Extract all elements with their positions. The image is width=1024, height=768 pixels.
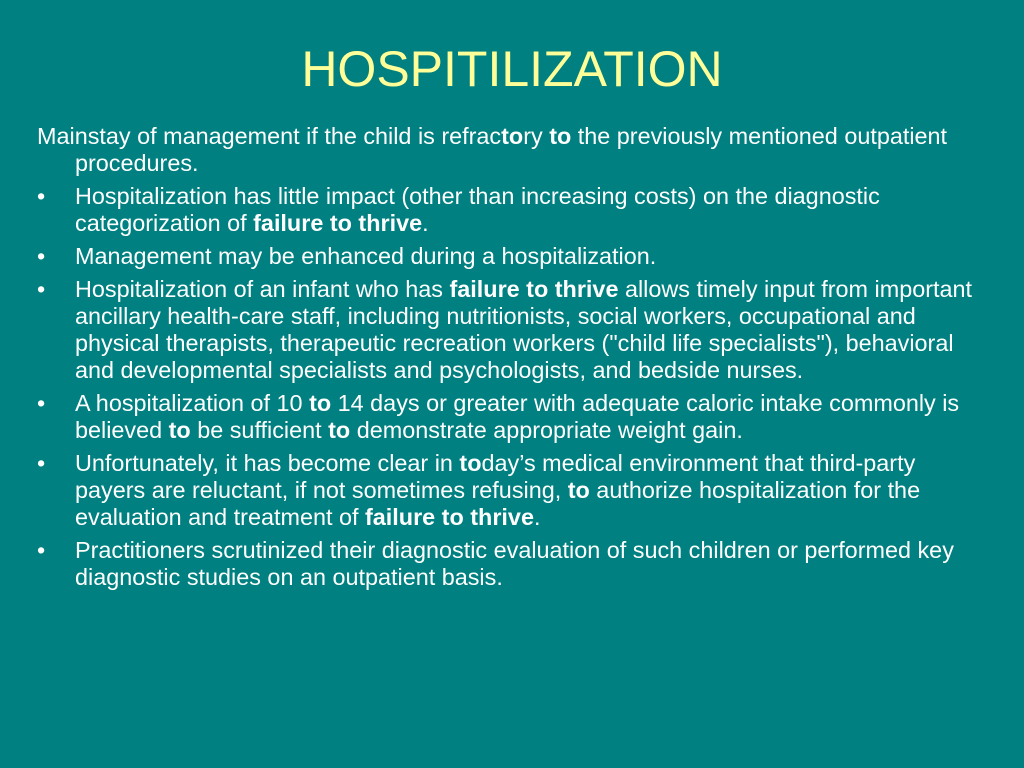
emphasized-text: failure to thrive bbox=[364, 504, 534, 530]
bullet-point-icon: • bbox=[37, 537, 46, 563]
bullet-item bbox=[37, 243, 982, 270]
bullet-text bbox=[75, 450, 920, 530]
bullet-item bbox=[37, 183, 982, 237]
emphasized-text: to bbox=[328, 417, 351, 443]
bullet-text bbox=[75, 390, 959, 443]
text-segment: Hospitalization has little impact (other than increasing costs) on the diagnostic categorization of bbox=[75, 183, 880, 236]
bullet-item bbox=[37, 390, 982, 444]
bullet-point-icon: • bbox=[37, 450, 46, 476]
emphasized-text: to bbox=[309, 390, 332, 416]
text-segment: demonstrate appropriate weight gain. bbox=[350, 417, 743, 443]
text-segment: . bbox=[422, 210, 429, 236]
text-segment: ry bbox=[523, 123, 550, 149]
bullet-point-icon: • bbox=[37, 390, 46, 416]
bullet-item bbox=[37, 276, 982, 384]
bullet-point-icon: • bbox=[37, 276, 46, 302]
slide-body bbox=[37, 123, 982, 597]
emphasized-text: to bbox=[501, 123, 524, 149]
emphasized-text: failure to thrive bbox=[449, 276, 619, 302]
text-segment: authorize hospitalization for the evaluation and treatment of bbox=[75, 477, 921, 530]
bullet-point-icon: • bbox=[37, 243, 46, 269]
text-segment: A hospitalization of 10 bbox=[75, 390, 310, 416]
text-segment: allows timely input from important ancillary health-care staff, including nutritionists, social workers, occupational and physical therapists, therapeutic recreation workers ("child life specialists"), behavioral and developmental specialists and psychologists, and bedside nurses. bbox=[75, 276, 973, 383]
bullet-text bbox=[75, 243, 656, 269]
emphasized-text: to bbox=[459, 450, 482, 476]
text-segment: day’s medical environment that third-party payers are reluctant, if not sometimes refusing, bbox=[75, 450, 916, 503]
text-segment: Hospitalization of an infant who has bbox=[75, 276, 450, 302]
text-segment: Practitioners scrutinized their diagnostic evaluation of such children or performed key diagnostic studies on an outpatient basis. bbox=[75, 537, 954, 590]
bullet-text bbox=[75, 537, 954, 590]
emphasized-text: to bbox=[549, 123, 572, 149]
text-segment: 14 days or greater with adequate caloric intake commonly is believed bbox=[75, 390, 960, 443]
emphasized-text: failure to thrive bbox=[253, 210, 423, 236]
bullet-item bbox=[37, 537, 982, 591]
bullet-text bbox=[75, 183, 880, 236]
bullet-item bbox=[37, 450, 982, 531]
text-segment: Management may be enhanced during a hospitalization. bbox=[75, 243, 657, 269]
text-segment: be sufficient bbox=[190, 417, 329, 443]
text-segment: the previously mentioned outpatient procedures. bbox=[75, 123, 948, 176]
bullet-text bbox=[75, 276, 972, 383]
emphasized-text: to bbox=[168, 417, 191, 443]
emphasized-text: to bbox=[567, 477, 590, 503]
bullet-point-icon: • bbox=[37, 183, 46, 209]
text-segment: Mainstay of management if the child is refrac bbox=[37, 123, 502, 149]
slide-title: HOSPITILIZATION bbox=[301, 41, 723, 97]
text-segment: . bbox=[533, 504, 541, 530]
intro-paragraph bbox=[37, 123, 982, 177]
text-segment: Unfortunately, it has become clear in bbox=[75, 450, 460, 476]
bullet-list bbox=[37, 183, 982, 591]
